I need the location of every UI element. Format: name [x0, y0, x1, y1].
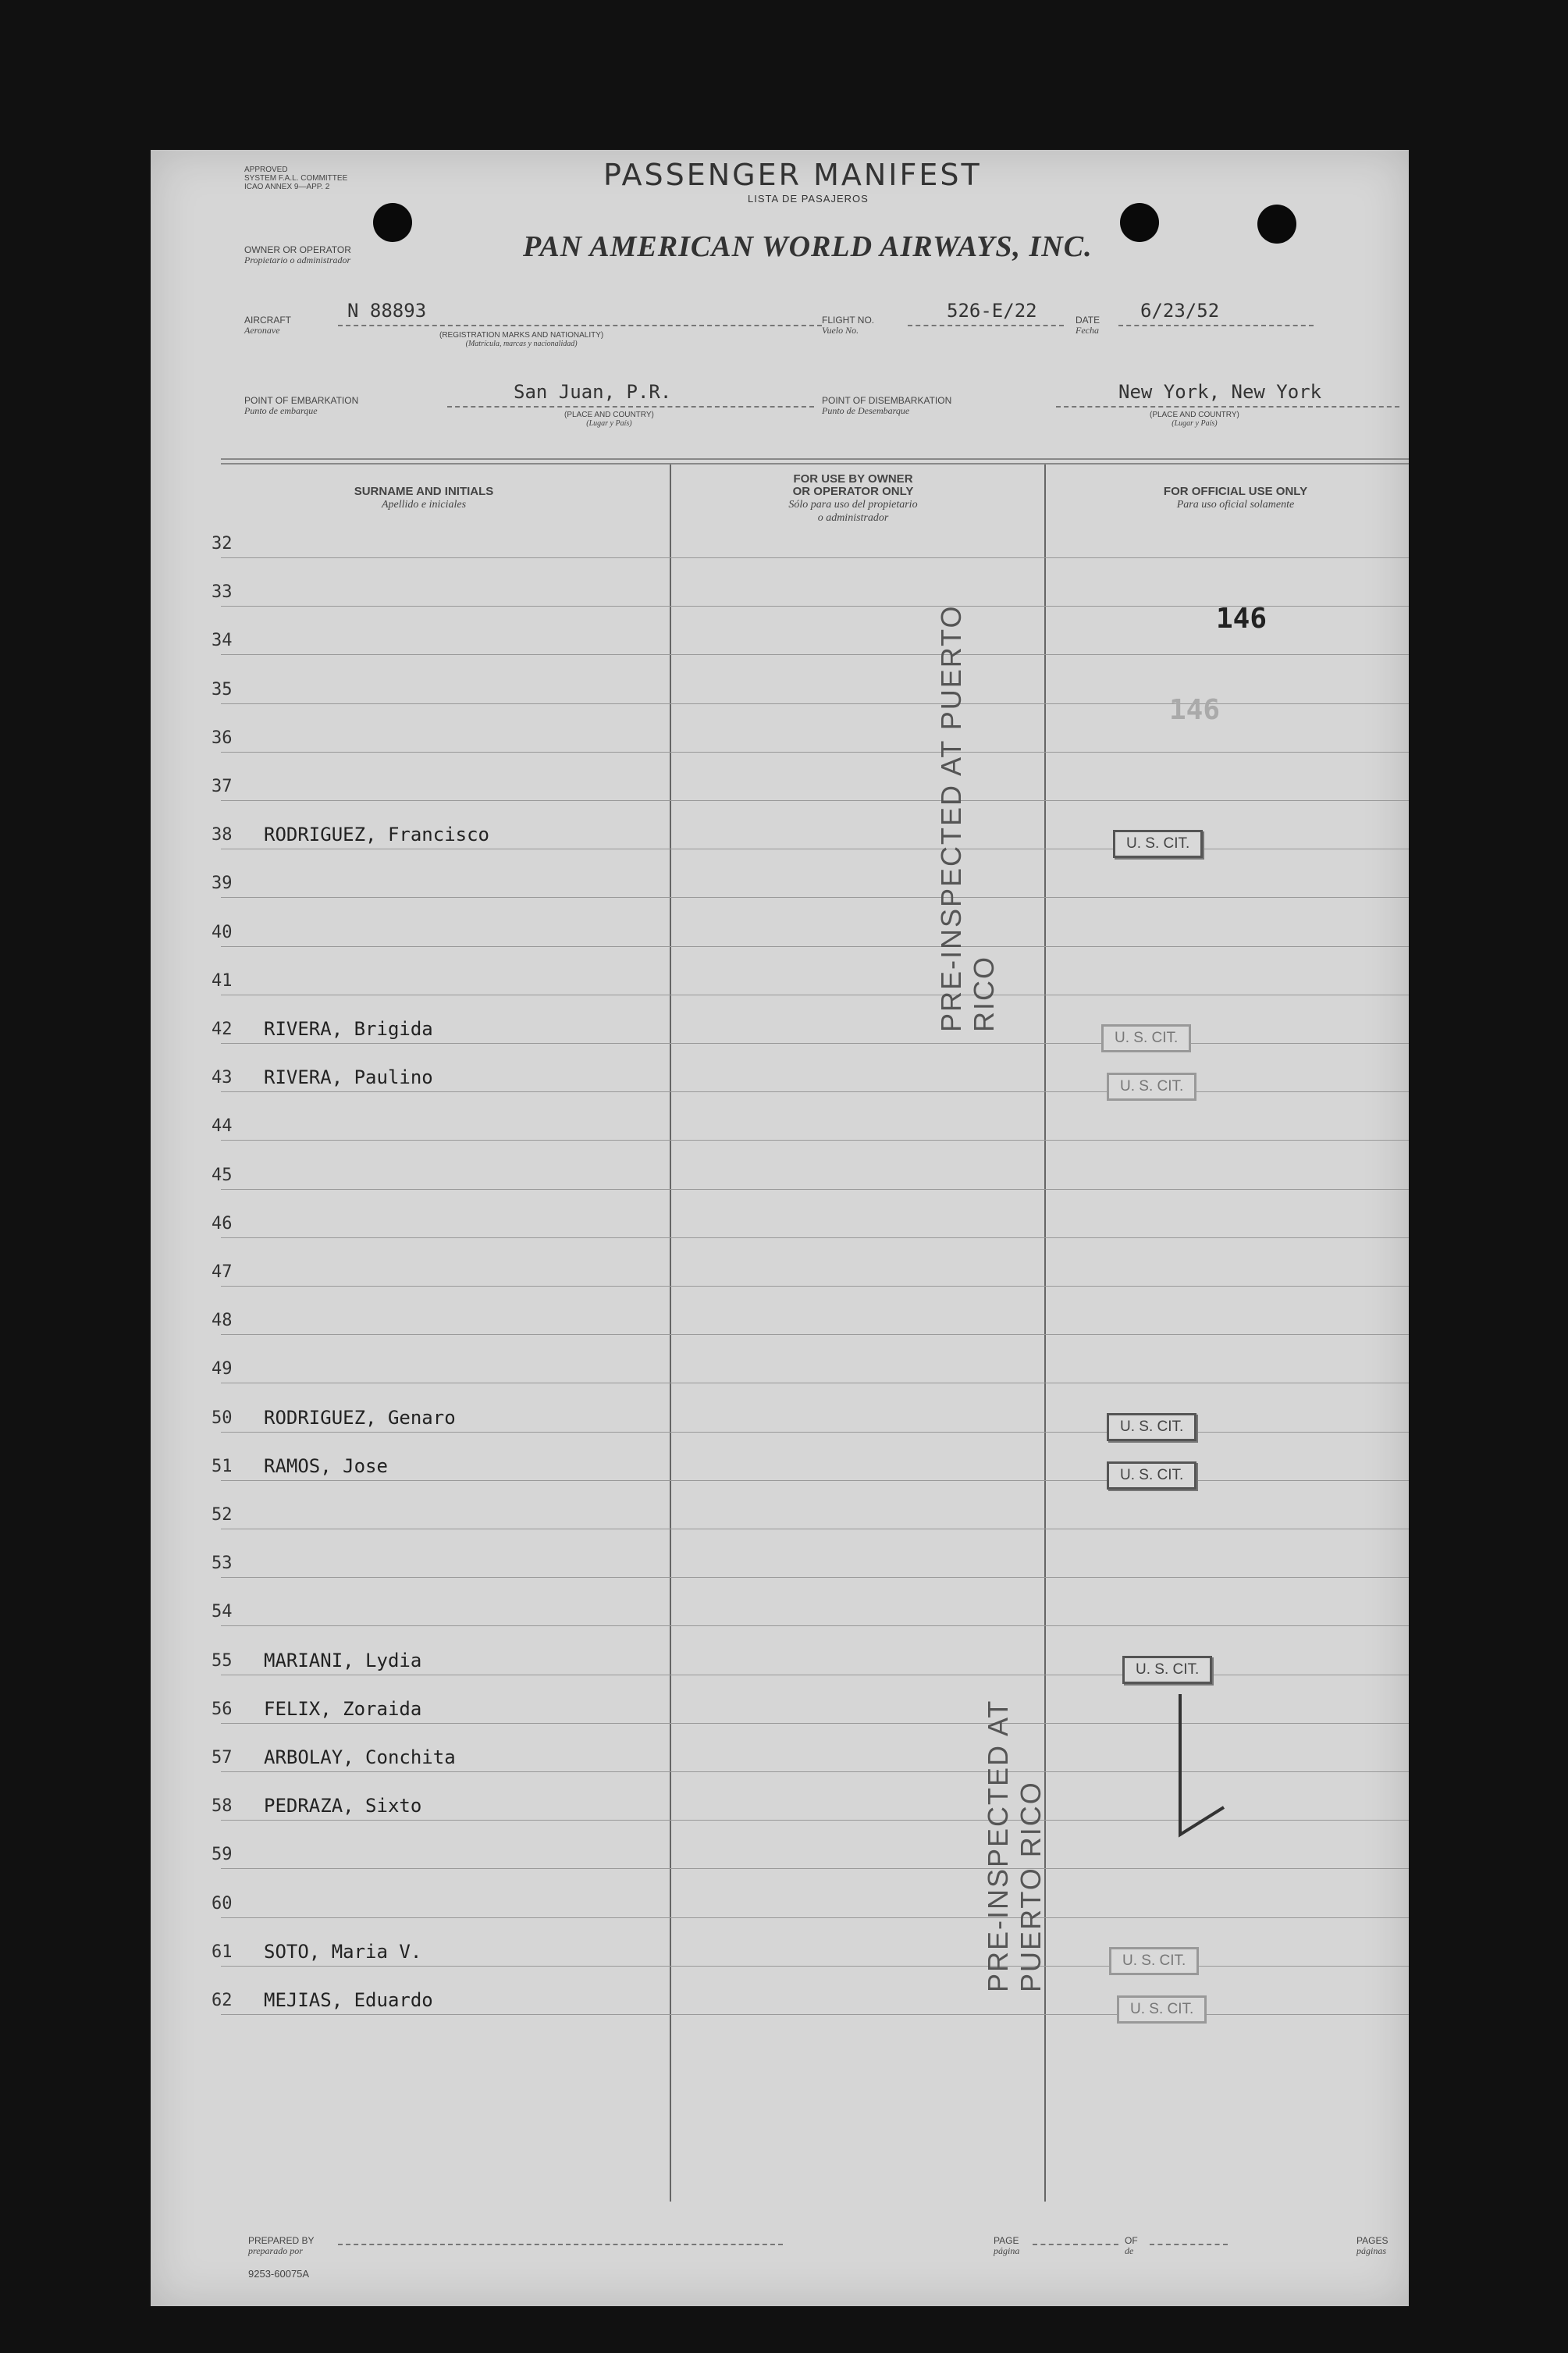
page-underline — [1033, 2244, 1118, 2245]
us-citizen-stamp: U. S. CIT. — [1109, 1947, 1199, 1975]
row-line — [221, 2014, 1409, 2015]
date-value: 6/23/52 — [1140, 300, 1220, 322]
punch-hole-1 — [373, 203, 412, 242]
passenger-name: MEJIAS, Eduardo — [264, 1989, 433, 2011]
table-top-rule-2 — [221, 463, 1409, 465]
embark-underline — [447, 406, 814, 408]
row-number: 59 — [212, 1845, 233, 1865]
row-number: 41 — [212, 970, 233, 991]
row-number: 51 — [212, 1456, 233, 1476]
row-line — [221, 800, 1409, 801]
row-number: 57 — [212, 1748, 233, 1767]
row-number: 40 — [212, 922, 233, 942]
pages-label: PAGES páginas — [1356, 2235, 1388, 2256]
of-underline — [1150, 2244, 1228, 2245]
row-number: 47 — [212, 1262, 233, 1282]
row-line — [221, 1189, 1409, 1190]
passenger-name: PEDRAZA, Sixto — [264, 1795, 422, 1817]
row-number: 45 — [212, 1165, 233, 1185]
flight-label: FLIGHT NO. Vuelo No. — [822, 315, 875, 336]
row-line — [221, 752, 1409, 753]
us-citizen-stamp: U. S. CIT. — [1117, 1995, 1207, 2024]
passenger-name: RODRIGUEZ, Francisco — [264, 824, 489, 846]
date-label: DATE Fecha — [1076, 315, 1100, 336]
row-line — [221, 1334, 1409, 1335]
passenger-name: RAMOS, Jose — [264, 1454, 388, 1477]
row-line — [221, 1577, 1409, 1578]
manifest-sheet — [151, 150, 1409, 2306]
flight-underline — [908, 325, 1064, 326]
approval-line-1: APPROVED — [244, 166, 288, 174]
row-line — [221, 1917, 1409, 1918]
row-number: 61 — [212, 1942, 233, 1962]
official-number-faint: 146 — [1169, 694, 1221, 726]
passenger-name: ARBOLAY, Conchita — [264, 1746, 456, 1768]
embark-value: San Juan, P.R. — [514, 381, 672, 403]
disembark-label: POINT OF DISEMBARKATION Punto de Desembarque — [822, 395, 952, 416]
row-line — [221, 703, 1409, 704]
row-line — [221, 1966, 1409, 1967]
flight-value: 526-E/22 — [947, 300, 1037, 322]
us-citizen-stamp: U. S. CIT. — [1107, 1073, 1196, 1101]
row-number: 58 — [212, 1796, 233, 1817]
passenger-name: RIVERA, Paulino — [264, 1066, 433, 1089]
row-line — [221, 557, 1409, 558]
row-number: 60 — [212, 1893, 233, 1913]
row-line — [221, 1091, 1409, 1092]
embark-place-note: (PLACE AND COUNTRY) (Lugar y País) — [564, 411, 654, 428]
page-title: PASSENGER MANIFEST — [603, 158, 982, 192]
row-number: 46 — [212, 1213, 233, 1233]
pre-inspected-stamp-2: PRE-INSPECTED AT PUERTO RICO — [982, 1700, 1047, 1992]
row-number: 37 — [212, 777, 233, 796]
page-label: PAGE página — [994, 2235, 1020, 2256]
row-line — [221, 1625, 1409, 1626]
us-citizen-stamp: U. S. CIT. — [1113, 830, 1203, 858]
row-number: 43 — [212, 1068, 233, 1088]
us-citizen-stamp: U. S. CIT. — [1107, 1461, 1196, 1490]
us-citizen-stamp: U. S. CIT. — [1122, 1656, 1212, 1684]
row-number: 55 — [212, 1650, 233, 1671]
header-owner-use: FOR USE BY OWNER OR OPERATOR ONLY Sólo para uso del propietario o administrador — [788, 472, 918, 524]
passenger-name: SOTO, Maria V. — [264, 1940, 422, 1963]
row-line — [221, 946, 1409, 947]
row-number: 52 — [212, 1505, 233, 1525]
row-number: 50 — [212, 1408, 233, 1428]
header-surname: SURNAME AND INITIALS Apellido e iniciales — [354, 485, 494, 511]
passenger-name: RODRIGUEZ, Genaro — [264, 1406, 456, 1429]
row-number: 39 — [212, 874, 233, 894]
row-line — [221, 897, 1409, 898]
punch-hole-3 — [1257, 205, 1296, 244]
row-number: 33 — [212, 582, 233, 603]
row-number: 35 — [212, 679, 233, 699]
row-number: 36 — [212, 728, 233, 748]
registration-note: (REGISTRATION MARKS AND NATIONALITY) (Matrícula, marcas y nacionalidad) — [439, 331, 604, 348]
company-name: PAN AMERICAN WORLD AIRWAYS, INC. — [523, 230, 1093, 263]
row-line — [221, 1043, 1409, 1044]
column-divider-1 — [670, 465, 671, 2202]
row-line — [221, 1237, 1409, 1238]
approval-line-2: SYSTEM F.A.L. COMMITTEE — [244, 174, 348, 183]
prepared-by-underline — [338, 2244, 783, 2245]
approval-block — [244, 166, 347, 191]
approval-line-3: ICAO ANNEX 9—APP. 2 — [244, 183, 330, 191]
header-official-use: FOR OFFICIAL USE ONLY Para uso oficial solamente — [1163, 485, 1308, 511]
row-number: 34 — [212, 631, 233, 651]
row-number: 48 — [212, 1311, 233, 1331]
disembark-place-note: (PLACE AND COUNTRY) (Lugar y País) — [1150, 411, 1239, 428]
passenger-name: RIVERA, Brigida — [264, 1018, 433, 1040]
row-number: 56 — [212, 1699, 233, 1719]
aircraft-value: N 88893 — [347, 300, 427, 322]
row-line — [221, 1868, 1409, 1869]
row-number: 54 — [212, 1602, 233, 1622]
row-line — [221, 654, 1409, 655]
row-line — [221, 1480, 1409, 1481]
aircraft-underline — [338, 325, 822, 326]
embark-label: POINT OF EMBARKATION Punto de embarque — [244, 395, 359, 416]
row-number: 38 — [212, 825, 233, 845]
prepared-by-label: PREPARED BY preparado por — [248, 2235, 315, 2256]
row-number: 32 — [212, 534, 233, 554]
form-number: 9253-60075A — [248, 2268, 310, 2280]
page-subtitle: LISTA DE PASAJEROS — [748, 193, 869, 205]
check-mark-icon — [1169, 1694, 1232, 1858]
owner-label: OWNER OR OPERATOR Propietario o administrador — [244, 244, 351, 265]
row-number: 44 — [212, 1116, 233, 1137]
row-line — [221, 1286, 1409, 1287]
aircraft-label: AIRCRAFT Aeronave — [244, 315, 291, 336]
row-number: 42 — [212, 1020, 233, 1039]
disembark-value: New York, New York — [1118, 381, 1322, 403]
passenger-name: MARIANI, Lydia — [264, 1649, 422, 1671]
row-number: 53 — [212, 1554, 233, 1574]
date-underline — [1118, 325, 1314, 326]
row-number: 62 — [212, 1991, 233, 2010]
passenger-name: FELIX, Zoraida — [264, 1697, 422, 1720]
official-number: 146 — [1216, 603, 1268, 635]
disembark-underline — [1056, 406, 1399, 408]
punch-hole-2 — [1120, 203, 1159, 242]
row-line — [221, 1432, 1409, 1433]
table-top-rule-1 — [221, 458, 1409, 460]
pre-inspected-stamp-1: PRE-INSPECTED AT PUERTO RICO — [935, 604, 1000, 1032]
row-number: 49 — [212, 1359, 233, 1379]
us-citizen-stamp: U. S. CIT. — [1101, 1024, 1191, 1052]
us-citizen-stamp: U. S. CIT. — [1107, 1413, 1196, 1441]
row-line — [221, 1140, 1409, 1141]
of-label: OF de — [1125, 2235, 1138, 2256]
